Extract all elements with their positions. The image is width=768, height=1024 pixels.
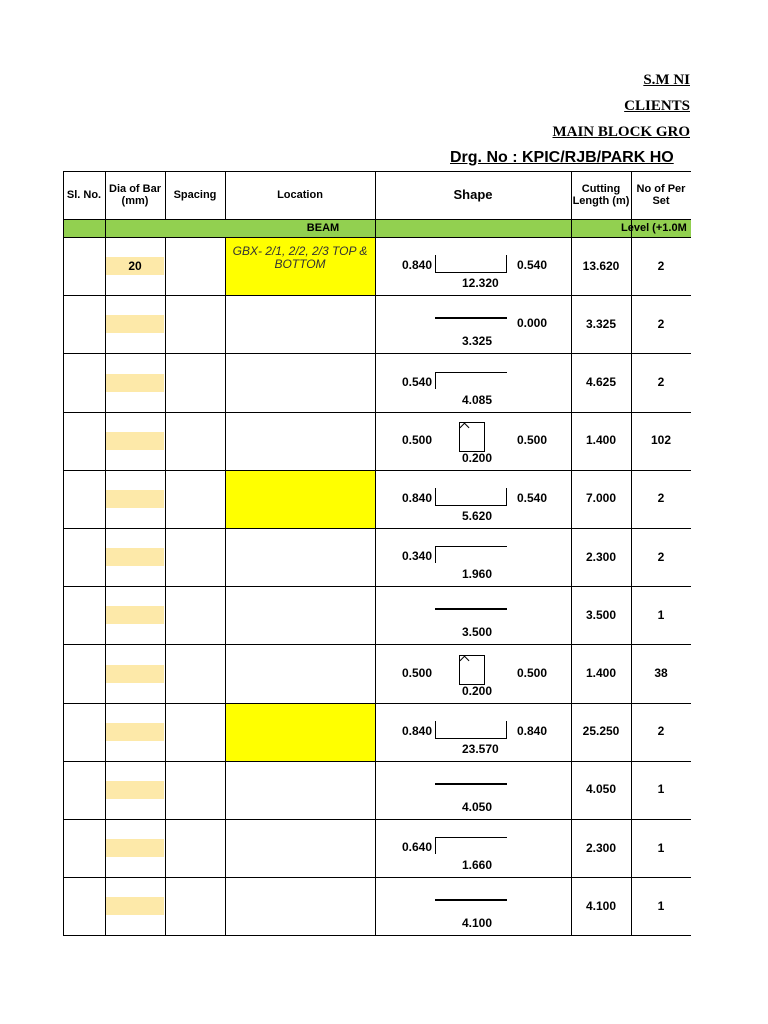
row-divider: [63, 470, 691, 471]
column-divider: [571, 171, 572, 935]
dia-value: [105, 781, 165, 799]
shape-bar-line: [435, 317, 507, 319]
col-dia: Dia of Bar (mm): [109, 183, 161, 207]
shape-left-hook: [435, 721, 436, 738]
shape-left-hook: [435, 837, 436, 854]
cutting-length-value: 4.625: [585, 374, 617, 389]
col-no-per-set: No of Per Set: [636, 183, 686, 207]
location-text: GBX- 2/1, 2/2, 2/3 TOP & BOTTOM: [232, 244, 368, 271]
dia-value: [105, 548, 165, 566]
cutting-length-value: 2.300: [585, 549, 617, 564]
location-text: [228, 361, 372, 389]
no-per-set-value: 1: [657, 782, 665, 797]
column-divider: [375, 171, 376, 935]
location-text: [228, 420, 372, 448]
dia-value: [105, 897, 165, 915]
row-divider: [63, 877, 691, 878]
row-divider: [63, 935, 691, 936]
shape-bar-line: [435, 837, 507, 838]
shape-bar-line: [435, 272, 507, 273]
shape-left-dim: 0.540: [402, 374, 433, 389]
row-divider: [63, 761, 691, 762]
shape-right-dim: 0.540: [517, 258, 548, 273]
row-divider: [63, 412, 691, 413]
cutting-length-value: 13.620: [582, 258, 620, 273]
shape-bar-line: [435, 783, 507, 785]
no-per-set-value: 1: [657, 840, 665, 855]
dia-value: [105, 374, 165, 392]
section-level: Level (+1.0M: [621, 222, 687, 234]
col-shape: Shape: [453, 187, 493, 202]
shape-bar-line: [435, 899, 507, 901]
shape-bottom-dim: 1.660: [462, 858, 493, 873]
shape-right-dim: 0.540: [517, 490, 548, 505]
no-per-set-value: 2: [657, 258, 665, 273]
shape-bottom-dim: 0.200: [462, 683, 493, 698]
column-divider: [165, 237, 166, 935]
column-divider: [165, 171, 166, 219]
shape-bar-line: [435, 372, 507, 373]
section-bottom-border: [63, 237, 691, 238]
shape-left-dim: 0.840: [402, 258, 433, 273]
shape-bottom-dim: 12.320: [462, 276, 499, 291]
location-text: [228, 303, 372, 331]
shape-bar-line: [435, 505, 507, 506]
company-name: S.M NI: [643, 72, 690, 88]
shape-bottom-dim: 4.050: [462, 799, 493, 814]
shape-bottom-dim: 1.960: [462, 567, 493, 582]
dia-value: [105, 315, 165, 333]
no-per-set-value: 102: [650, 433, 672, 448]
cutting-length-value: 4.050: [585, 782, 617, 797]
shape-right-dim: 0.000: [517, 316, 548, 331]
cutting-length-value: 7.000: [585, 491, 617, 506]
shape-left-dim: 0.840: [402, 723, 433, 738]
shape-bottom-dim: 0.200: [462, 450, 493, 465]
cutting-length-value: 3.500: [585, 607, 617, 622]
shape-right-hook: [506, 721, 507, 738]
shape-bottom-dim: 4.085: [462, 392, 493, 407]
shape-bar-line: [435, 608, 507, 610]
no-per-set-value: 1: [657, 898, 665, 913]
table-top-border: [63, 171, 691, 172]
location-text: [228, 478, 372, 506]
shape-left-dim: 0.640: [402, 840, 433, 855]
column-divider: [225, 237, 226, 935]
location-text: [228, 885, 372, 913]
shape-left-hook: [435, 372, 436, 389]
cutting-length-value: 4.100: [585, 898, 617, 913]
shape-bar-line: [435, 546, 507, 547]
shape-left-dim: 0.500: [402, 432, 433, 447]
no-per-set-value: 38: [654, 665, 668, 680]
no-per-set-value: 2: [657, 549, 665, 564]
block-title: MAIN BLOCK GRO: [552, 124, 690, 140]
dia-value: [105, 665, 165, 683]
shape-bottom-dim: 23.570: [462, 741, 499, 756]
row-divider: [63, 586, 691, 587]
location-text: [228, 711, 372, 739]
shape-bottom-dim: 3.325: [462, 334, 493, 349]
cutting-length-value: 25.250: [582, 724, 620, 739]
column-divider: [63, 171, 64, 935]
shape-left-hook: [435, 255, 436, 272]
shape-right-dim: 0.840: [517, 723, 548, 738]
location-text: [228, 594, 372, 622]
no-per-set-value: 2: [657, 491, 665, 506]
col-cutting-length: Cutting Length (m): [572, 183, 630, 207]
dia-value: [105, 723, 165, 741]
drawing-number: Drg. No : KPIC/RJB/PARK HO: [450, 149, 674, 166]
row-divider: [63, 644, 691, 645]
location-text: [228, 652, 372, 680]
no-per-set-value: 2: [657, 724, 665, 739]
shape-bottom-dim: 3.500: [462, 625, 493, 640]
no-per-set-value: 1: [657, 607, 665, 622]
dia-value: 20: [128, 258, 142, 273]
row-divider: [63, 295, 691, 296]
no-per-set-value: 2: [657, 374, 665, 389]
column-divider: [105, 171, 106, 935]
row-divider: [63, 819, 691, 820]
column-divider: [225, 171, 226, 219]
shape-left-hook: [435, 488, 436, 505]
column-divider: [631, 171, 632, 935]
shape-left-dim: 0.840: [402, 490, 433, 505]
dia-value: [105, 839, 165, 857]
shape-left-hook: [435, 546, 436, 563]
shape-bar-line: [435, 738, 507, 739]
shape-left-dim: 0.500: [402, 665, 433, 680]
col-location: Location: [277, 189, 323, 201]
shape-right-dim: 0.500: [517, 665, 548, 680]
shape-left-dim: 0.340: [402, 549, 433, 564]
cutting-length-value: 3.325: [585, 316, 617, 331]
location-text: [228, 827, 372, 855]
shape-bottom-dim: 5.620: [462, 508, 493, 523]
cutting-length-value: 2.300: [585, 840, 617, 855]
dia-value: [105, 490, 165, 508]
dia-value: [105, 606, 165, 624]
client-name: CLIENTS: [624, 98, 690, 114]
cutting-length-value: 1.400: [585, 433, 617, 448]
row-divider: [63, 353, 691, 354]
row-divider: [63, 528, 691, 529]
dia-value: [105, 432, 165, 450]
shape-right-hook: [506, 488, 507, 505]
location-text: [228, 769, 372, 797]
header-bottom-border: [63, 219, 691, 220]
col-sl-no: Sl. No.: [66, 189, 102, 201]
section-label: BEAM: [306, 222, 340, 234]
row-divider: [63, 703, 691, 704]
col-spacing: Spacing: [173, 189, 217, 201]
shape-right-dim: 0.500: [517, 432, 548, 447]
no-per-set-value: 2: [657, 316, 665, 331]
shape-right-hook: [506, 255, 507, 272]
shape-bottom-dim: 4.100: [462, 916, 493, 931]
location-text: [228, 536, 372, 564]
cutting-length-value: 1.400: [585, 665, 617, 680]
